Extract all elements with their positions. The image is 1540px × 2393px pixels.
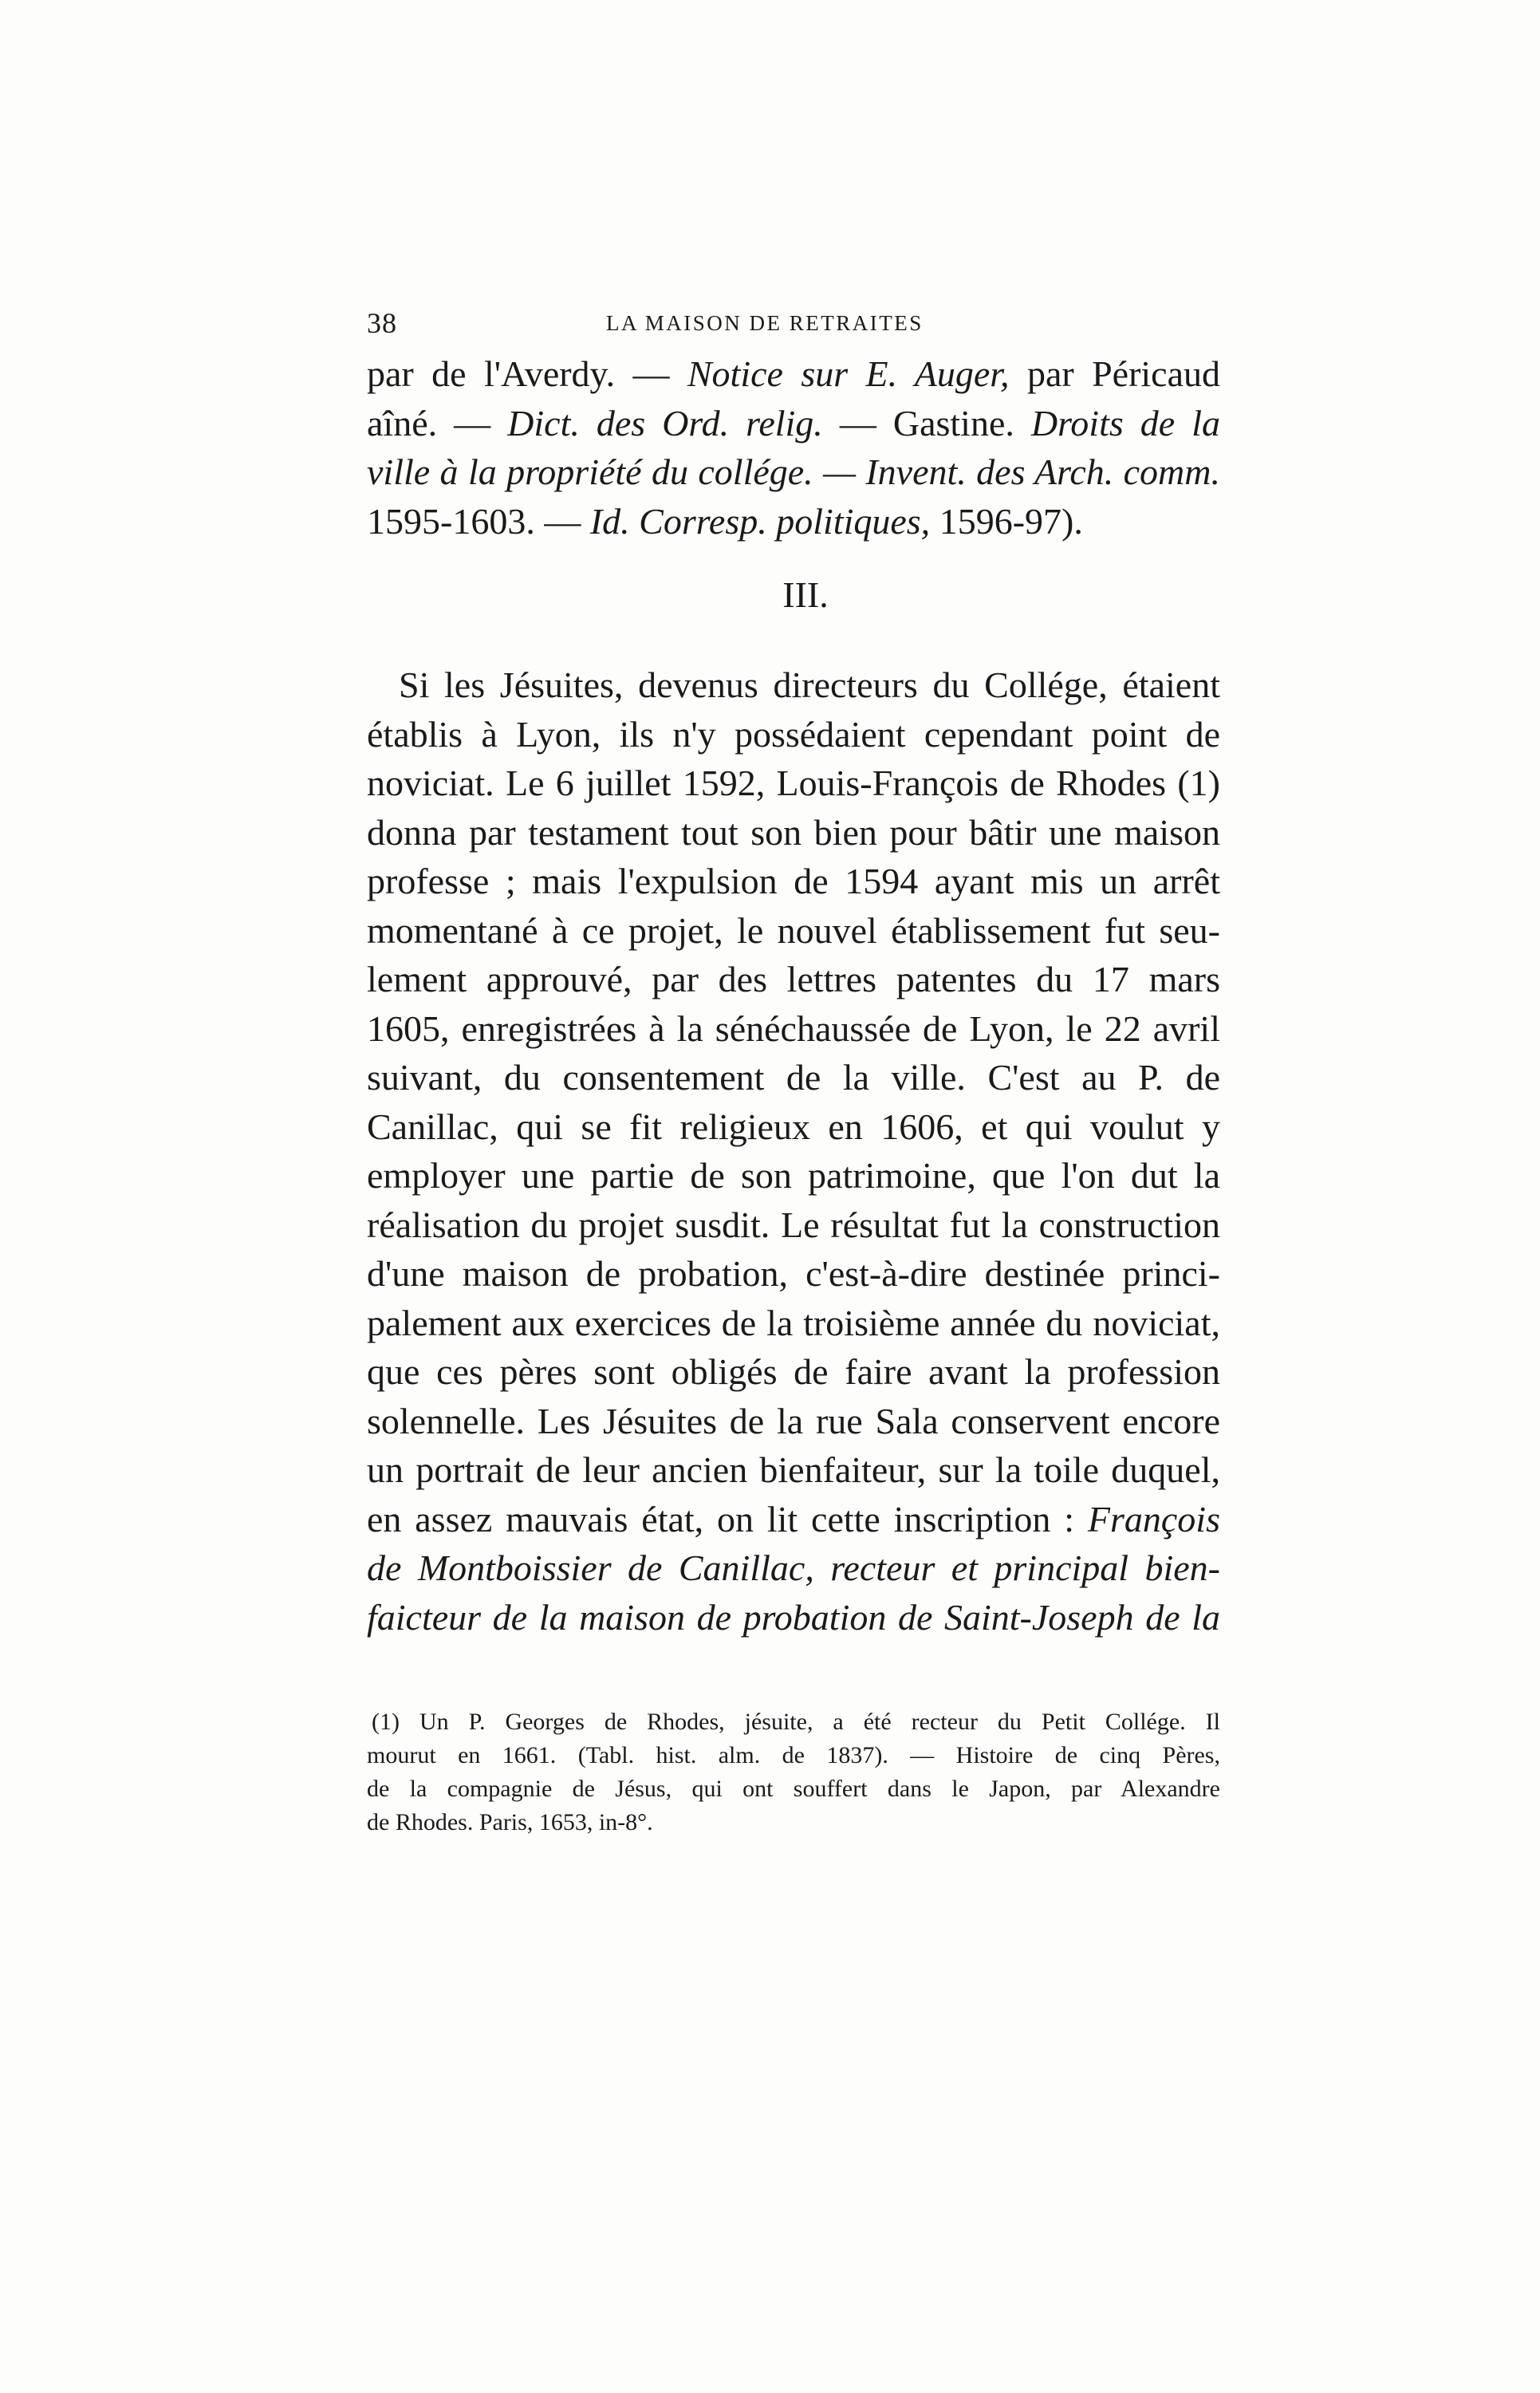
text-line: aîné. — Dict. des Ord. relig. — Gastine. Droits de la xyxy=(367,402,1220,444)
text-line: réalisation du projet susdit. Le résultat fut la construction xyxy=(367,1204,1220,1245)
text-line: employer une partie de son patrimoine, que l'on dut la xyxy=(367,1155,1220,1196)
text-line: par de l'Averdy. — Notice sur E. Auger, par Péricaud xyxy=(367,353,1221,394)
footnotes xyxy=(367,1705,1220,1839)
footnote-line: de Rhodes. Paris, 1653, in-8°. xyxy=(367,1809,653,1835)
page-number: 38 xyxy=(367,307,397,339)
text-line: en assez mauvais état, on lit cette inscription : François xyxy=(367,1498,1220,1539)
text-line: donna par testament tout son bien pour bâtir une maison xyxy=(367,811,1220,853)
text-line: professe ; mais l'expulsion de 1594 ayant mis un arrêt xyxy=(367,861,1220,901)
text-line: suivant, du consentement de la ville. C'est au P. de xyxy=(367,1057,1220,1098)
text-line: Si les Jésuites, devenus directeurs du Collége, étaient xyxy=(399,664,1220,705)
text-line: un portrait de leur ancien bienfaiteur, sur la toile duquel, xyxy=(367,1449,1220,1490)
text-line: 1595-1603. — Id. Corresp. politiques, 1596-97). xyxy=(367,500,1083,542)
body-text xyxy=(367,349,1220,1642)
text-line: momentané à ce projet, le nouvel établissement fut seu- xyxy=(367,909,1220,951)
text-line: que ces pères sont obligés de faire avant la profession xyxy=(367,1351,1220,1392)
text-line-italic: de Montboissier de Canillac, recteur et principal bien- xyxy=(367,1547,1220,1588)
text-line: lement approuvé, par des lettres patentes du 17 mars xyxy=(367,959,1220,999)
running-head: LA MAISON DE RETRAITES xyxy=(606,311,924,335)
text-line: Canillac, qui se fit religieux en 1606, et qui voulut y xyxy=(367,1106,1220,1147)
page-header xyxy=(367,306,1220,345)
text-line: solennelle. Les Jésuites de la rue Sala conservent encore xyxy=(367,1400,1220,1441)
footnote-line: de la compagnie de Jésus, qui ont souffert dans le Japon, par Alexandre xyxy=(367,1776,1220,1802)
text-line: établis à Lyon, ils n'y possédaient cependant point de xyxy=(367,713,1220,755)
text-line: ville à la propriété du collége. — Invent. des Arch. comm. xyxy=(367,451,1220,492)
text-line: d'une maison de probation, c'est-à-dire destinée princi- xyxy=(367,1253,1220,1294)
text-line: 1605, enregistrées à la sénéchaussée de Lyon, le 22 avril xyxy=(367,1007,1220,1049)
footnote-line: (1) Un P. Georges de Rhodes, jésuite, a été recteur du Petit Collége. Il xyxy=(372,1709,1220,1735)
section-heading: III. xyxy=(782,574,829,615)
footnote-line: mourut en 1661. (Tabl. hist. alm. de 1837). — Histoire de cinq Pères, xyxy=(367,1742,1220,1768)
text-line: palement aux exercices de la troisième année du noviciat, xyxy=(367,1302,1220,1343)
text-line-italic: faicteur de la maison de probation de Saint-Joseph de la xyxy=(367,1596,1220,1638)
text-line: noviciat. Le 6 juillet 1592, Louis-François de Rhodes (1) xyxy=(367,763,1220,803)
